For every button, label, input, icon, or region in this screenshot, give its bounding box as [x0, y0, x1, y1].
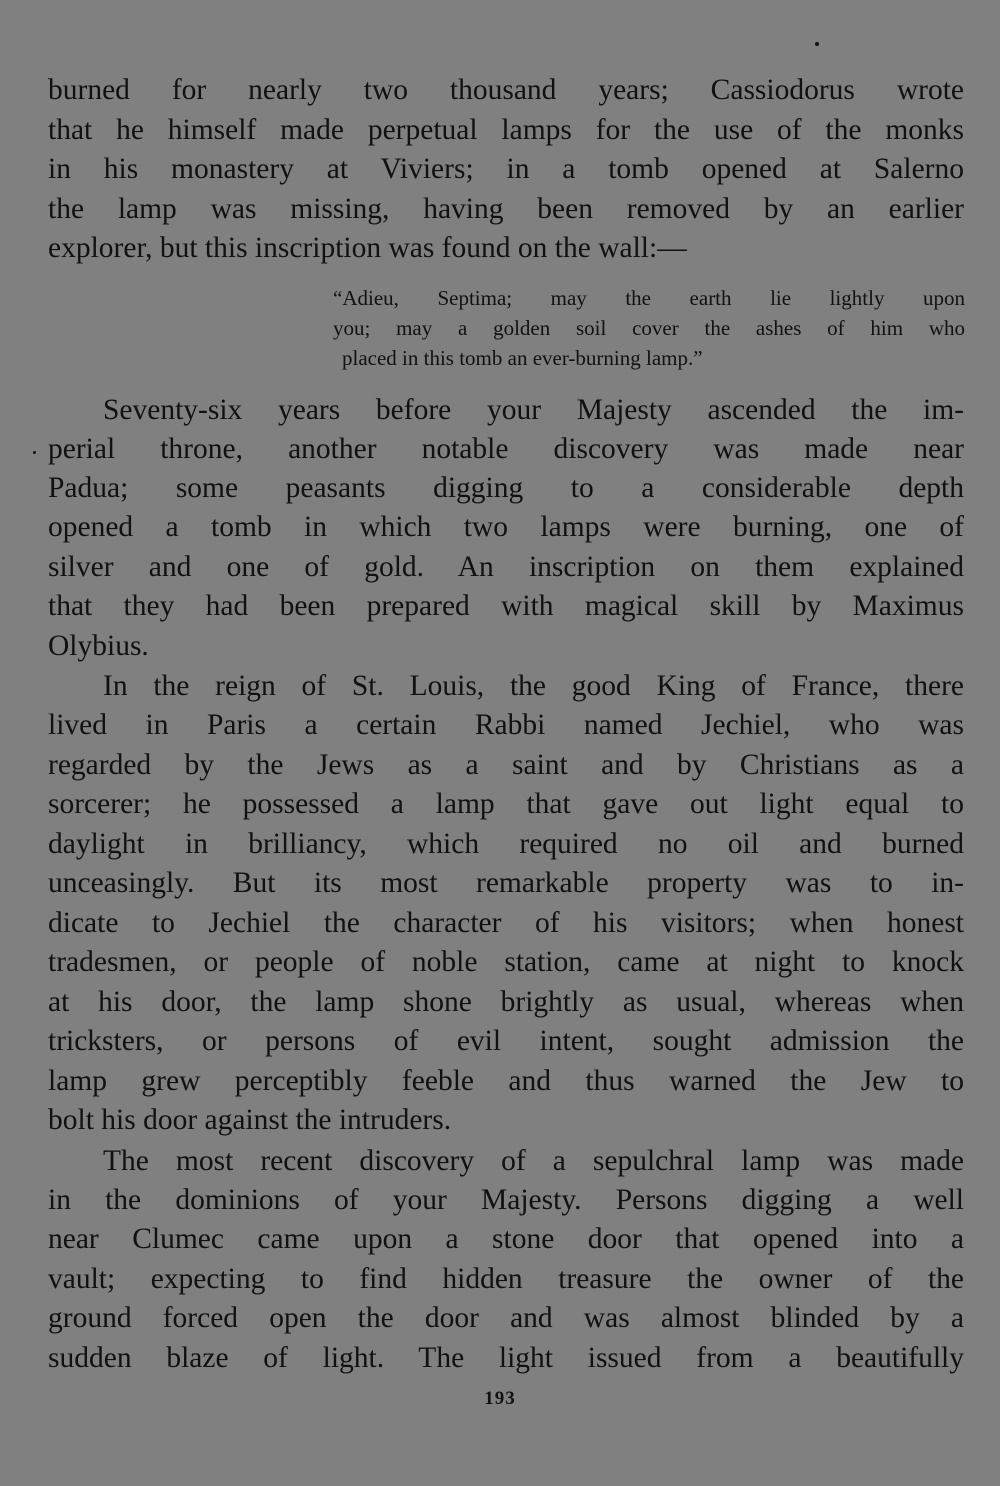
text-line: Olybius.	[48, 630, 149, 662]
text-line: dicate to Jechiel the character of his visitors; when honest	[48, 907, 964, 939]
text-line: perial throne, another notable discovery was made near	[48, 433, 964, 465]
text-line: lamp grew perceptibly feeble and thus warned the Jew to	[48, 1065, 964, 1097]
text-line: lived in Paris a certain Rabbi named Jechiel, who was	[48, 709, 964, 741]
text-line: sudden blaze of light. The light issued from a beautifully	[48, 1342, 964, 1374]
ink-speck	[33, 451, 36, 454]
text-line: explorer, but this inscription was found on the wall:—	[48, 232, 687, 264]
text-line: tricksters, or persons of evil intent, sought admission the	[48, 1025, 964, 1057]
text-line: in the dominions of your Majesty. Persons digging a well	[48, 1184, 964, 1216]
text-line: regarded by the Jews as a saint and by Christians as a	[48, 749, 964, 781]
text-line: vault; expecting to find hidden treasure the owner of the	[48, 1263, 964, 1295]
quote-line: placed in this tomb an ever-burning lamp.”	[342, 346, 703, 370]
text-line: that he himself made perpetual lamps for the use of the monks	[48, 114, 964, 146]
text-line: opened a tomb in which two lamps were burning, one of	[48, 511, 964, 543]
text-line: In the reign of St. Louis, the good King of France, there	[103, 670, 964, 702]
text-line: bolt his door against the intruders.	[48, 1104, 452, 1136]
page-number: 193	[484, 1388, 516, 1409]
quote-line: you; may a golden soil cover the ashes of him who	[333, 316, 965, 340]
text-line: in his monastery at Viviers; in a tomb opened at Salerno	[48, 153, 964, 185]
text-line: ground forced open the door and was almost blinded by a	[48, 1302, 964, 1334]
text-line: near Clumec came upon a stone door that opened into a	[48, 1223, 964, 1255]
text-line: Seventy-six years before your Majesty ascended the im-	[103, 394, 964, 426]
text-line: Padua; some peasants digging to a considerable depth	[48, 472, 964, 504]
text-line: daylight in brilliancy, which required no oil and burned	[48, 828, 964, 860]
quote-line: “Adieu, Septima; may the earth lie lightly upon	[333, 286, 965, 310]
ink-speck	[815, 42, 819, 46]
text-line: burned for nearly two thousand years; Cassiodorus wrote	[48, 74, 964, 106]
text-line: The most recent discovery of a sepulchral lamp was made	[103, 1145, 964, 1177]
text-line: unceasingly. But its most remarkable property was to in-	[48, 867, 964, 899]
text-line: that they had been prepared with magical skill by Maximus	[48, 590, 964, 622]
text-line: at his door, the lamp shone brightly as usual, whereas when	[48, 986, 964, 1018]
text-line: tradesmen, or people of noble station, came at night to knock	[48, 946, 964, 978]
text-line: sorcerer; he possessed a lamp that gave out light equal to	[48, 788, 964, 820]
text-line: the lamp was missing, having been removed by an earlier	[48, 193, 964, 225]
text-line: silver and one of gold. An inscription on them explained	[48, 551, 964, 583]
